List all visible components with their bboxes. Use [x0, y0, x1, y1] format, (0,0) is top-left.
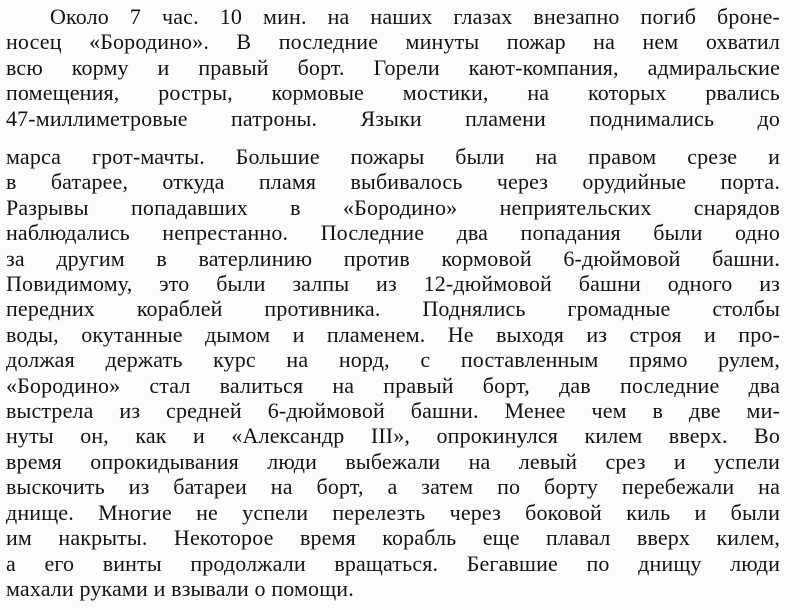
text-line: передних кораблей противника. Поднялись громадные столбы: [6, 296, 780, 322]
text-line: всю корму и правый борт. Горели кают-компания, адмиральские: [6, 54, 780, 80]
text-line: а его винты продолжали вращаться. Бегавшие по днищу люди: [6, 550, 780, 576]
text-line: выскочить из батареи на борт, а затем по борту перебежали на: [6, 474, 780, 500]
text-line: воды, окутанные дымом и пламенем. Не выходя из строя и про-: [6, 321, 780, 347]
paragraph-1: [0, 4, 800, 131]
text-line: время опрокидывания люди выбежали на левый срез и успели: [6, 448, 780, 474]
text-line: Около 7 час. 10 мин. на наших глазах внезапно погиб броне-: [50, 4, 780, 29]
text-line: носец «Бородино». В последние минуты пожар на нем охватил: [6, 29, 780, 55]
text-line: помещения, ростры, кормовые мостики, на которых рвались: [6, 80, 780, 106]
text-line: Разрывы попадавших в «Бородино» неприятельских снарядов: [6, 194, 780, 220]
text-line: им накрыты. Некоторое время корабль еще плавал вверх килем,: [6, 525, 780, 551]
text-line: наблюдались непрестанно. Последние два попадания были одно: [6, 220, 780, 246]
text-line: «Бородино» стал валиться на правый борт, дав последние два: [6, 372, 780, 398]
text-line: выстрела из средней 6-дюймовой башни. Менее чем в две ми-: [6, 398, 780, 424]
text-line: марса грот-мачты. Большие пожары были на правом срезе и: [6, 144, 780, 169]
text-line: в батарее, откуда пламя выбивалось через орудийные порта.: [6, 169, 780, 195]
text-line: махали руками и взывали о помощи.: [6, 575, 354, 601]
paragraph-2: [0, 144, 800, 601]
text-line: должая держать курс на норд, с поставленным прямо рулем,: [6, 347, 780, 373]
text-line: Повидимому, это были залпы из 12-дюймовой башни одного из: [6, 271, 780, 297]
text-line: за другим в ватерлинию против кормовой 6-дюймовой башни.: [6, 245, 780, 271]
text-line: днище. Многие не успели перелезть через боковой киль и были: [6, 499, 780, 525]
text-line: нуты он, как и «Александр III», опрокинулся килем вверх. Во: [6, 423, 780, 449]
text-line: 47-миллиметровые патроны. Языки пламени поднимались до: [6, 105, 780, 131]
